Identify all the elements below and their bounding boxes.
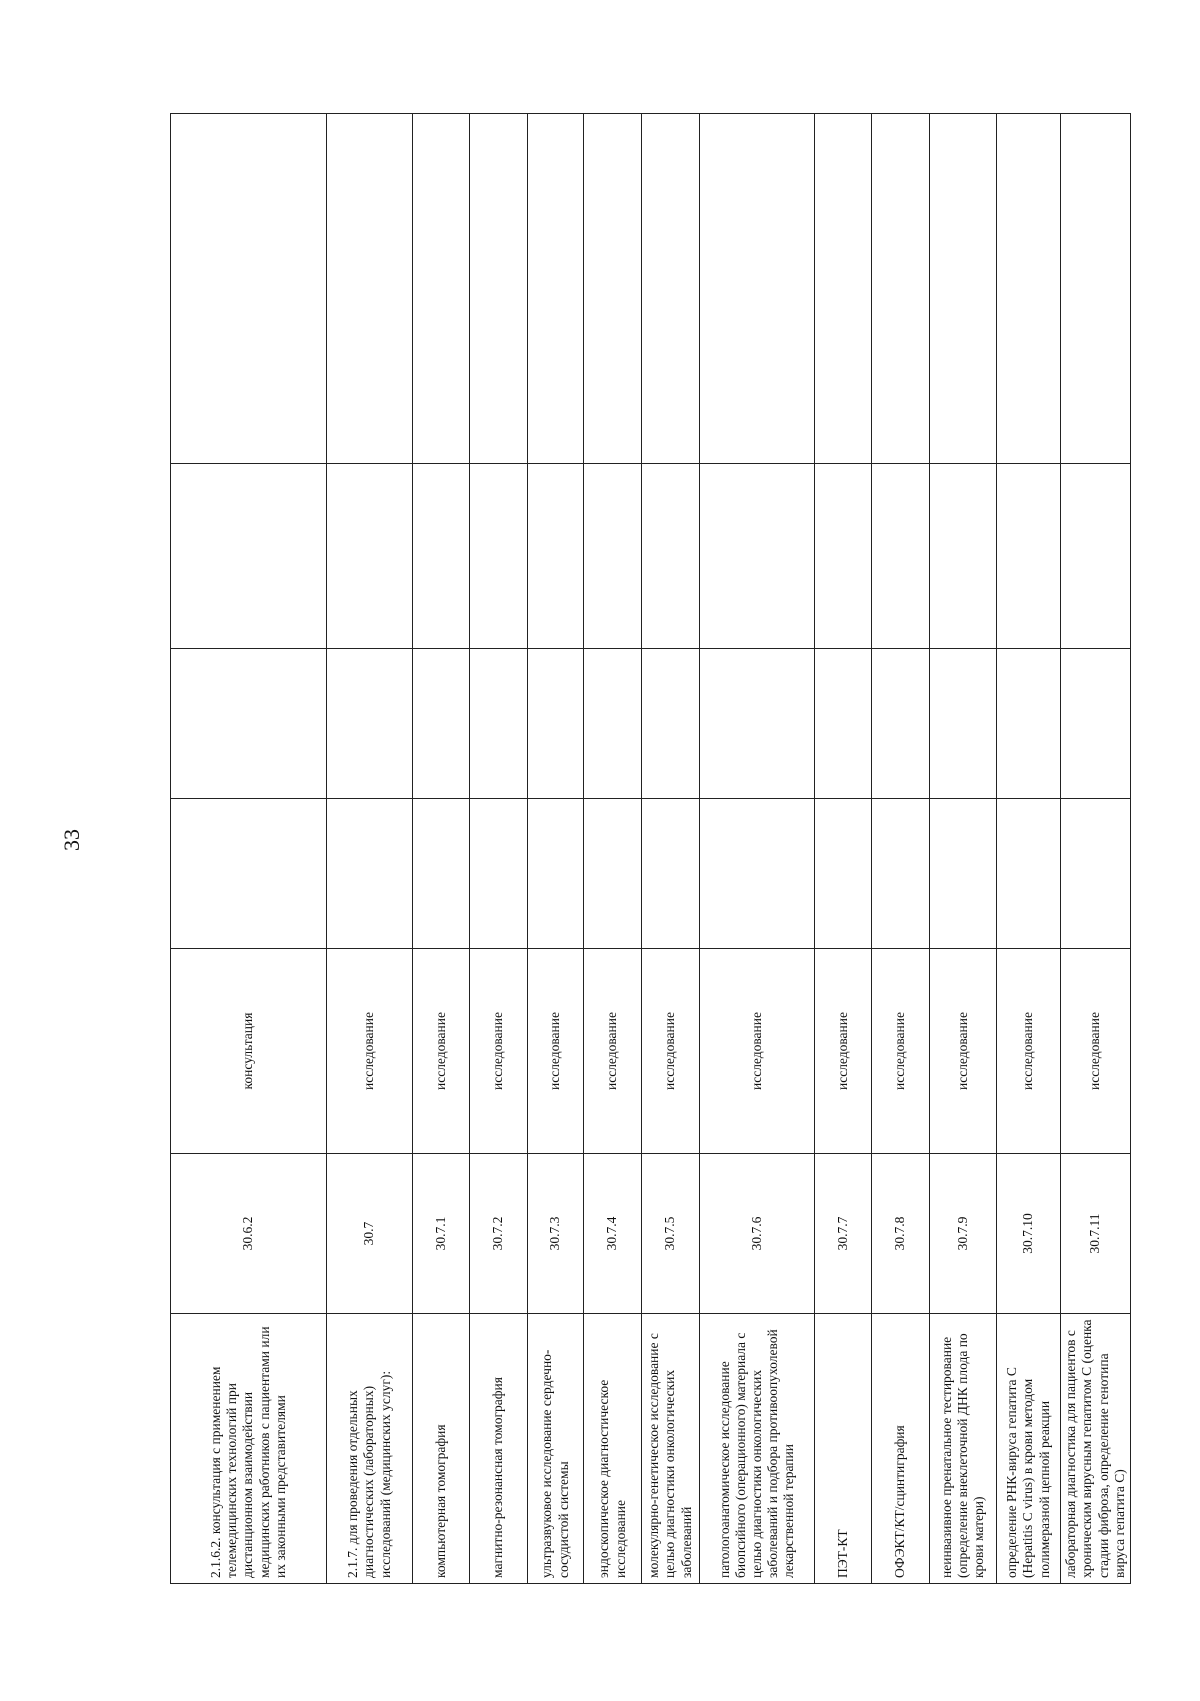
empty-cell [528, 464, 584, 649]
unit-cell: исследование [413, 949, 470, 1154]
empty-cell [470, 799, 528, 949]
empty-cell [930, 799, 997, 949]
row-code-cell: 30.7.7 [815, 1154, 872, 1314]
empty-cell [171, 464, 327, 649]
table-row [584, 114, 642, 1584]
empty-cell [171, 799, 327, 949]
service-name-cell: 2.1.6.2. консультация с применением телемедицинских технологий при дистанционном взаимодействии медицинских работников с пациентами или их законными представителями [171, 1314, 327, 1584]
row-code-cell: 30.7.4 [584, 1154, 642, 1314]
empty-cell [930, 649, 997, 799]
empty-cell [815, 799, 872, 949]
empty-cell [1061, 799, 1131, 949]
row-code-cell: 30.7.11 [1061, 1154, 1131, 1314]
empty-cell [327, 114, 413, 464]
empty-cell [327, 799, 413, 949]
empty-cell [872, 114, 930, 464]
empty-cell [413, 114, 470, 464]
table-row [700, 114, 815, 1584]
empty-cell [930, 464, 997, 649]
empty-cell [584, 464, 642, 649]
table-row [642, 114, 700, 1584]
table-row [327, 114, 413, 1584]
unit-cell: исследование [584, 949, 642, 1154]
table-row [815, 114, 872, 1584]
empty-cell [872, 464, 930, 649]
empty-cell [528, 649, 584, 799]
empty-cell [700, 464, 815, 649]
unit-cell: исследование [642, 949, 700, 1154]
empty-cell [997, 114, 1061, 464]
empty-cell [997, 464, 1061, 649]
empty-cell [815, 649, 872, 799]
unit-cell: консультация [171, 949, 327, 1154]
unit-cell: исследование [815, 949, 872, 1154]
row-code-cell: 30.7 [327, 1154, 413, 1314]
empty-cell [584, 799, 642, 949]
empty-cell [642, 799, 700, 949]
empty-cell [413, 649, 470, 799]
table-row [930, 114, 997, 1584]
table-row [872, 114, 930, 1584]
unit-cell: исследование [872, 949, 930, 1154]
empty-cell [327, 464, 413, 649]
page-number: 33 [59, 829, 84, 851]
empty-cell [700, 114, 815, 464]
row-code-cell: 30.7.1 [413, 1154, 470, 1314]
empty-cell [171, 114, 327, 464]
row-code-cell: 30.7.5 [642, 1154, 700, 1314]
empty-cell [528, 799, 584, 949]
unit-cell: исследование [997, 949, 1061, 1154]
empty-cell [997, 649, 1061, 799]
service-name-cell: магнитно-резонансная томография [470, 1314, 528, 1584]
services-table [170, 113, 1131, 1584]
row-code-cell: 30.7.3 [528, 1154, 584, 1314]
service-name-cell: молекулярно-генетическое исследование с целью диагностики онкологических заболеваний [642, 1314, 700, 1584]
empty-cell [470, 114, 528, 464]
empty-cell [413, 464, 470, 649]
empty-cell [642, 649, 700, 799]
rotated-table-container [170, 114, 1130, 1584]
service-name-cell: лабораторная диагностика для пациентов с хроническим вирусным гепатитом С (оценка стадии фиброза, определение генотипа вируса гепатита С) [1061, 1314, 1131, 1584]
row-code-cell: 30.7.10 [997, 1154, 1061, 1314]
empty-cell [171, 649, 327, 799]
empty-cell [642, 114, 700, 464]
service-name-cell: неинвазивное пренатальное тестирование (определение внеклеточной ДНК плода по крови матери) [930, 1314, 997, 1584]
empty-cell [997, 799, 1061, 949]
unit-cell: исследование [327, 949, 413, 1154]
empty-cell [470, 464, 528, 649]
service-name-cell: определение РНК-вируса гепатита С (Hepatitis С virus) в крови методом полимеразной цепной реакции [997, 1314, 1061, 1584]
service-name-cell: ОФЭКТ/КТ/сцинтиграфия [872, 1314, 930, 1584]
empty-cell [413, 799, 470, 949]
empty-cell [1061, 649, 1131, 799]
empty-cell [470, 649, 528, 799]
empty-cell [642, 464, 700, 649]
table-row [1061, 114, 1131, 1584]
empty-cell [584, 114, 642, 464]
unit-cell: исследование [528, 949, 584, 1154]
table-row [171, 114, 327, 1584]
row-code-cell: 30.7.2 [470, 1154, 528, 1314]
row-code-cell: 30.6.2 [171, 1154, 327, 1314]
empty-cell [872, 649, 930, 799]
service-name-cell: эндоскопическое диагностическое исследование [584, 1314, 642, 1584]
table-row [470, 114, 528, 1584]
empty-cell [815, 114, 872, 464]
unit-cell: исследование [1061, 949, 1131, 1154]
empty-cell [930, 114, 997, 464]
row-code-cell: 30.7.9 [930, 1154, 997, 1314]
unit-cell: исследование [470, 949, 528, 1154]
unit-cell: исследование [700, 949, 815, 1154]
empty-cell [1061, 114, 1131, 464]
service-name-cell: ПЭТ-КТ [815, 1314, 872, 1584]
empty-cell [327, 649, 413, 799]
row-code-cell: 30.7.6 [700, 1154, 815, 1314]
service-name-cell: 2.1.7. для проведения отдельных диагностических (лабораторных) исследований (медицинских услуг): [327, 1314, 413, 1584]
table-row [413, 114, 470, 1584]
empty-cell [584, 649, 642, 799]
empty-cell [700, 799, 815, 949]
empty-cell [872, 799, 930, 949]
empty-cell [1061, 464, 1131, 649]
unit-cell: исследование [930, 949, 997, 1154]
table-row [528, 114, 584, 1584]
empty-cell [700, 649, 815, 799]
table-row [997, 114, 1061, 1584]
service-name-cell: ультразвуковое исследование сердечно-сосудистой системы [528, 1314, 584, 1584]
service-name-cell: компьютерная томография [413, 1314, 470, 1584]
row-code-cell: 30.7.8 [872, 1154, 930, 1314]
empty-cell [815, 464, 872, 649]
table-body [171, 114, 1131, 1584]
empty-cell [528, 114, 584, 464]
service-name-cell: патологоанатомическое исследование биопсийного (операционного) материала с целью диагностики онкологических заболеваний и подбора противоопухолевой лекарственной терапии [700, 1314, 815, 1584]
